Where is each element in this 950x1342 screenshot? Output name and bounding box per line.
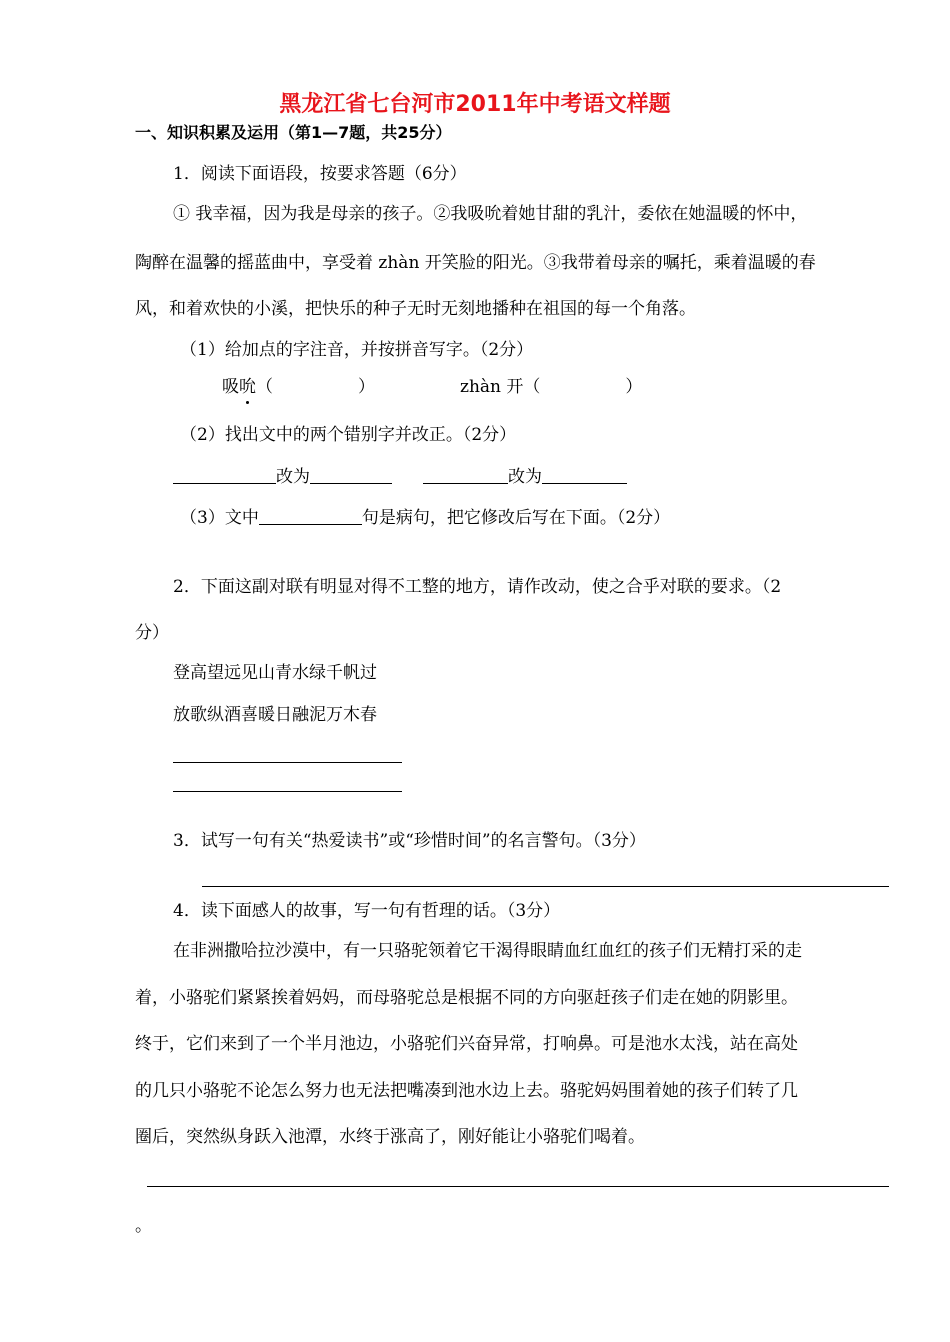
question-1-stem: 1．阅读下面语段，按要求答题（6分） xyxy=(173,164,467,184)
story-line: 着，小骆驼们紧紧挨着妈妈，而母骆驼总是根据不同的方向驱赶孩子们走在她的阴影里。 xyxy=(135,988,798,1008)
sub-question-2: （2）找出文中的两个错别字并改正。（2分） xyxy=(180,425,517,445)
couplet-line: 放歌纵酒喜暖日融泥万木春 xyxy=(173,705,377,725)
couplet-line: 登高望远见山青水绿千帆过 xyxy=(173,663,377,683)
dotted-char: 吮 xyxy=(239,377,256,397)
answer-line[interactable] xyxy=(147,1186,889,1187)
sub-question-1: （1）给加点的字注音，并按拼音写字。（2分） xyxy=(180,340,534,360)
pinyin-item-b xyxy=(460,376,642,398)
section-heading: 一、知识积累及运用（第1—7题，共25分） xyxy=(135,123,452,142)
sub-question-3 xyxy=(180,506,670,529)
answer-blank[interactable] xyxy=(173,465,276,484)
answer-blank[interactable] xyxy=(423,465,508,484)
pinyin-word: zhàn 开 xyxy=(460,377,524,397)
answer-line[interactable] xyxy=(173,762,402,763)
sub3-suffix: 句是病句，把它修改后写在下面。（2分） xyxy=(361,508,671,528)
story-line: 的几只小骆驼不论怎么努力也无法把嘴凑到池水边上去。骆驼妈妈围着她的孩子们转了几 xyxy=(135,1081,798,1101)
question-2-stem: 2．下面这副对联有明显对得不工整的地方，请作改动，使之合乎对联的要求。（2 xyxy=(173,577,782,597)
answer-parentheses[interactable]: （ ） xyxy=(523,377,643,397)
answer-line[interactable] xyxy=(202,886,889,887)
story-line: 圈后，突然纵身跃入池潭，水终于涨高了，刚好能让小骆驼们喝着。 xyxy=(135,1127,645,1147)
question-3-stem: 3．试写一句有关“热爱读书”或“珍惜时间”的名言警句。（3分） xyxy=(173,831,646,851)
end-mark: 。 xyxy=(135,1216,152,1236)
question-2-stem: 分） xyxy=(135,623,169,643)
answer-blank[interactable] xyxy=(310,465,392,484)
page-title: 黑龙江省七台河市2011年中考语文样题 xyxy=(279,92,671,117)
passage-line: 风，和着欢快的小溪，把快乐的种子无时无刻地播种在祖国的每一个角落。 xyxy=(135,299,696,319)
question-4-stem: 4．读下面感人的故事，写一句有哲理的话。（3分） xyxy=(173,901,561,921)
answer-blank[interactable] xyxy=(259,506,362,525)
correction-row xyxy=(173,465,392,488)
answer-parentheses[interactable]: （ ） xyxy=(256,377,375,397)
correction-row xyxy=(423,465,627,488)
answer-blank[interactable] xyxy=(542,465,627,484)
sub3-prefix: （3）文中 xyxy=(180,508,259,528)
story-line: 在非洲撒哈拉沙漠中，有一只骆驼领着它干渴得眼睛血红血红的孩子们无精打采的走 xyxy=(173,941,802,961)
change-label: 改为 xyxy=(276,467,310,487)
pinyin-item-a xyxy=(222,376,375,398)
passage-line: ① 我幸福，因为我是母亲的孩子。②我吸吮着她甘甜的乳汁，委依在她温暖的怀中， xyxy=(173,204,808,224)
word-char: 吸 xyxy=(222,377,239,397)
answer-line[interactable] xyxy=(173,791,402,792)
passage-line: 陶醉在温馨的摇蓝曲中，享受着 zhàn 开笑脸的阳光。③我带着母亲的嘱托，乘着温暖的春 xyxy=(135,253,816,273)
change-label: 改为 xyxy=(508,467,542,487)
story-line: 终于，它们来到了一个半月池边，小骆驼们兴奋异常，打响鼻。可是池水太浅，站在高处 xyxy=(135,1034,798,1054)
